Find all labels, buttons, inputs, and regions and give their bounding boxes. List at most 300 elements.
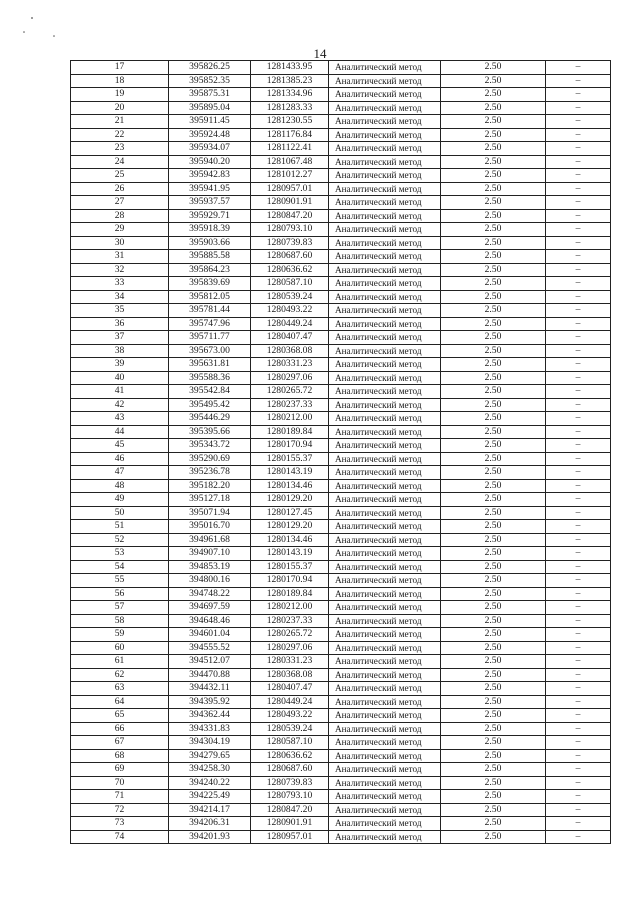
method-cell: Аналитический метод — [329, 371, 441, 385]
accuracy-cell: 2.50 — [441, 88, 546, 102]
extra-cell: – — [546, 587, 611, 601]
method-cell: Аналитический метод — [329, 115, 441, 129]
point-number-cell: 32 — [71, 263, 169, 277]
method-cell: Аналитический метод — [329, 641, 441, 655]
point-number-cell: 24 — [71, 155, 169, 169]
y-coordinate-cell: 1280170.94 — [251, 574, 329, 588]
y-coordinate-cell: 1280636.62 — [251, 263, 329, 277]
accuracy-cell: 2.50 — [441, 290, 546, 304]
point-number-cell: 47 — [71, 466, 169, 480]
extra-cell: – — [546, 668, 611, 682]
accuracy-cell: 2.50 — [441, 169, 546, 183]
page-number: 14 — [313, 46, 327, 61]
y-coordinate-cell: 1281176.84 — [251, 128, 329, 142]
x-coordinate-cell: 395711.77 — [169, 331, 251, 345]
method-cell: Аналитический метод — [329, 385, 441, 399]
point-number-cell: 42 — [71, 398, 169, 412]
table-row — [71, 574, 611, 588]
x-coordinate-cell: 395588.36 — [169, 371, 251, 385]
x-coordinate-cell: 395747.96 — [169, 317, 251, 331]
point-number-cell: 50 — [71, 506, 169, 520]
accuracy-cell: 2.50 — [441, 250, 546, 264]
accuracy-cell: 2.50 — [441, 641, 546, 655]
x-coordinate-cell: 395343.72 — [169, 439, 251, 453]
y-coordinate-cell: 1280847.20 — [251, 803, 329, 817]
point-number-cell: 25 — [71, 169, 169, 183]
x-coordinate-cell: 395631.81 — [169, 358, 251, 372]
extra-cell: – — [546, 533, 611, 547]
method-cell: Аналитический метод — [329, 101, 441, 115]
method-cell: Аналитический метод — [329, 466, 441, 480]
point-number-cell: 61 — [71, 655, 169, 669]
table-row — [71, 655, 611, 669]
method-cell: Аналитический метод — [329, 182, 441, 196]
point-number-cell: 17 — [71, 61, 169, 75]
accuracy-cell: 2.50 — [441, 682, 546, 696]
point-number-cell: 23 — [71, 142, 169, 156]
extra-cell: – — [546, 331, 611, 345]
x-coordinate-cell: 395182.20 — [169, 479, 251, 493]
method-cell: Аналитический метод — [329, 574, 441, 588]
point-number-cell: 34 — [71, 290, 169, 304]
y-coordinate-cell: 1280587.10 — [251, 277, 329, 291]
accuracy-cell: 2.50 — [441, 790, 546, 804]
point-number-cell: 45 — [71, 439, 169, 453]
y-coordinate-cell: 1280331.23 — [251, 358, 329, 372]
y-coordinate-cell: 1280739.83 — [251, 236, 329, 250]
x-coordinate-cell: 394601.04 — [169, 628, 251, 642]
y-coordinate-cell: 1280957.01 — [251, 182, 329, 196]
table-row — [71, 709, 611, 723]
point-number-cell: 57 — [71, 601, 169, 615]
method-cell: Аналитический метод — [329, 317, 441, 331]
x-coordinate-cell: 395940.20 — [169, 155, 251, 169]
point-number-cell: 26 — [71, 182, 169, 196]
method-cell: Аналитический метод — [329, 290, 441, 304]
method-cell: Аналитический метод — [329, 304, 441, 318]
point-number-cell: 62 — [71, 668, 169, 682]
extra-cell: – — [546, 250, 611, 264]
accuracy-cell: 2.50 — [441, 709, 546, 723]
y-coordinate-cell: 1280368.08 — [251, 668, 329, 682]
table-row — [71, 169, 611, 183]
point-number-cell: 39 — [71, 358, 169, 372]
accuracy-cell: 2.50 — [441, 223, 546, 237]
method-cell: Аналитический метод — [329, 736, 441, 750]
method-cell: Аналитический метод — [329, 560, 441, 574]
point-number-cell: 73 — [71, 817, 169, 831]
method-cell: Аналитический метод — [329, 250, 441, 264]
method-cell: Аналитический метод — [329, 358, 441, 372]
x-coordinate-cell: 395826.25 — [169, 61, 251, 75]
x-coordinate-cell: 395542.84 — [169, 385, 251, 399]
method-cell: Аналитический метод — [329, 277, 441, 291]
accuracy-cell: 2.50 — [441, 155, 546, 169]
extra-cell: – — [546, 560, 611, 574]
point-number-cell: 65 — [71, 709, 169, 723]
method-cell: Аналитический метод — [329, 223, 441, 237]
table-row — [71, 412, 611, 426]
point-number-cell: 58 — [71, 614, 169, 628]
accuracy-cell: 2.50 — [441, 695, 546, 709]
table-row — [71, 790, 611, 804]
extra-cell: – — [546, 101, 611, 115]
y-coordinate-cell: 1280143.19 — [251, 466, 329, 480]
table-row — [71, 304, 611, 318]
accuracy-cell: 2.50 — [441, 344, 546, 358]
accuracy-cell: 2.50 — [441, 317, 546, 331]
table-row — [71, 385, 611, 399]
extra-cell: – — [546, 344, 611, 358]
extra-cell: – — [546, 196, 611, 210]
x-coordinate-cell: 395911.45 — [169, 115, 251, 129]
point-number-cell: 40 — [71, 371, 169, 385]
method-cell: Аналитический метод — [329, 493, 441, 507]
method-cell: Аналитический метод — [329, 601, 441, 615]
accuracy-cell: 2.50 — [441, 412, 546, 426]
method-cell: Аналитический метод — [329, 236, 441, 250]
extra-cell: – — [546, 128, 611, 142]
extra-cell: – — [546, 358, 611, 372]
accuracy-cell: 2.50 — [441, 830, 546, 844]
table-row — [71, 371, 611, 385]
x-coordinate-cell: 395839.69 — [169, 277, 251, 291]
accuracy-cell: 2.50 — [441, 614, 546, 628]
point-number-cell: 36 — [71, 317, 169, 331]
accuracy-cell: 2.50 — [441, 182, 546, 196]
table-row — [71, 223, 611, 237]
point-number-cell: 22 — [71, 128, 169, 142]
extra-cell: – — [546, 452, 611, 466]
method-cell: Аналитический метод — [329, 830, 441, 844]
method-cell: Аналитический метод — [329, 790, 441, 804]
method-cell: Аналитический метод — [329, 506, 441, 520]
x-coordinate-cell: 394697.59 — [169, 601, 251, 615]
accuracy-cell: 2.50 — [441, 533, 546, 547]
method-cell: Аналитический метод — [329, 344, 441, 358]
table-row — [71, 425, 611, 439]
y-coordinate-cell: 1280143.19 — [251, 547, 329, 561]
extra-cell: – — [546, 277, 611, 291]
method-cell: Аналитический метод — [329, 263, 441, 277]
y-coordinate-cell: 1280587.10 — [251, 736, 329, 750]
accuracy-cell: 2.50 — [441, 520, 546, 534]
table-row — [71, 209, 611, 223]
table-row — [71, 88, 611, 102]
table-row — [71, 803, 611, 817]
method-cell: Аналитический метод — [329, 817, 441, 831]
x-coordinate-cell: 394395.92 — [169, 695, 251, 709]
table-row — [71, 358, 611, 372]
point-number-cell: 55 — [71, 574, 169, 588]
accuracy-cell: 2.50 — [441, 101, 546, 115]
table-row — [71, 763, 611, 777]
table-row — [71, 263, 611, 277]
y-coordinate-cell: 1280901.91 — [251, 817, 329, 831]
y-coordinate-cell: 1280297.06 — [251, 371, 329, 385]
table-body — [71, 61, 611, 844]
y-coordinate-cell: 1280134.46 — [251, 479, 329, 493]
extra-cell: – — [546, 709, 611, 723]
method-cell: Аналитический метод — [329, 763, 441, 777]
point-number-cell: 20 — [71, 101, 169, 115]
table-row — [71, 61, 611, 75]
point-number-cell: 70 — [71, 776, 169, 790]
table-row — [71, 479, 611, 493]
method-cell: Аналитический метод — [329, 803, 441, 817]
method-cell: Аналитический метод — [329, 520, 441, 534]
y-coordinate-cell: 1281122.41 — [251, 142, 329, 156]
x-coordinate-cell: 395495.42 — [169, 398, 251, 412]
method-cell: Аналитический метод — [329, 61, 441, 75]
accuracy-cell: 2.50 — [441, 493, 546, 507]
table-row — [71, 344, 611, 358]
extra-cell: – — [546, 209, 611, 223]
x-coordinate-cell: 395395.66 — [169, 425, 251, 439]
accuracy-cell: 2.50 — [441, 196, 546, 210]
method-cell: Аналитический метод — [329, 412, 441, 426]
x-coordinate-cell: 394555.52 — [169, 641, 251, 655]
y-coordinate-cell: 1281385.23 — [251, 74, 329, 88]
accuracy-cell: 2.50 — [441, 817, 546, 831]
accuracy-cell: 2.50 — [441, 142, 546, 156]
point-number-cell: 72 — [71, 803, 169, 817]
x-coordinate-cell: 394225.49 — [169, 790, 251, 804]
y-coordinate-cell: 1281283.33 — [251, 101, 329, 115]
table-row — [71, 722, 611, 736]
x-coordinate-cell: 395934.07 — [169, 142, 251, 156]
coordinates-table — [70, 60, 610, 844]
y-coordinate-cell: 1280265.72 — [251, 385, 329, 399]
y-coordinate-cell: 1280237.33 — [251, 614, 329, 628]
accuracy-cell: 2.50 — [441, 628, 546, 642]
table-row — [71, 520, 611, 534]
table-row — [71, 601, 611, 615]
x-coordinate-cell: 394240.22 — [169, 776, 251, 790]
point-number-cell: 27 — [71, 196, 169, 210]
x-coordinate-cell: 394206.31 — [169, 817, 251, 831]
table-row — [71, 533, 611, 547]
extra-cell: – — [546, 155, 611, 169]
extra-cell: – — [546, 169, 611, 183]
point-number-cell: 53 — [71, 547, 169, 561]
y-coordinate-cell: 1280212.00 — [251, 601, 329, 615]
method-cell: Аналитический метод — [329, 425, 441, 439]
table-row — [71, 236, 611, 250]
x-coordinate-cell: 395852.35 — [169, 74, 251, 88]
point-number-cell: 21 — [71, 115, 169, 129]
extra-cell: – — [546, 722, 611, 736]
y-coordinate-cell: 1280539.24 — [251, 722, 329, 736]
table-row — [71, 74, 611, 88]
table-row — [71, 155, 611, 169]
table-row — [71, 277, 611, 291]
x-coordinate-cell: 395941.95 — [169, 182, 251, 196]
accuracy-cell: 2.50 — [441, 668, 546, 682]
x-coordinate-cell: 395127.18 — [169, 493, 251, 507]
table-row — [71, 142, 611, 156]
table-row — [71, 506, 611, 520]
point-number-cell: 29 — [71, 223, 169, 237]
x-coordinate-cell: 395937.57 — [169, 196, 251, 210]
extra-cell: – — [546, 493, 611, 507]
extra-cell: – — [546, 466, 611, 480]
extra-cell: – — [546, 290, 611, 304]
x-coordinate-cell: 395236.78 — [169, 466, 251, 480]
extra-cell: – — [546, 682, 611, 696]
extra-cell: – — [546, 412, 611, 426]
table-row — [71, 628, 611, 642]
x-coordinate-cell: 395016.70 — [169, 520, 251, 534]
y-coordinate-cell: 1280127.45 — [251, 506, 329, 520]
y-coordinate-cell: 1280134.46 — [251, 533, 329, 547]
accuracy-cell: 2.50 — [441, 398, 546, 412]
table-row — [71, 547, 611, 561]
accuracy-cell: 2.50 — [441, 601, 546, 615]
x-coordinate-cell: 395071.94 — [169, 506, 251, 520]
point-number-cell: 69 — [71, 763, 169, 777]
accuracy-cell: 2.50 — [441, 776, 546, 790]
method-cell: Аналитический метод — [329, 209, 441, 223]
extra-cell: – — [546, 506, 611, 520]
table-row — [71, 668, 611, 682]
table-row — [71, 641, 611, 655]
extra-cell: – — [546, 398, 611, 412]
accuracy-cell: 2.50 — [441, 763, 546, 777]
table-row — [71, 695, 611, 709]
extra-cell: – — [546, 736, 611, 750]
x-coordinate-cell: 395864.23 — [169, 263, 251, 277]
method-cell: Аналитический метод — [329, 196, 441, 210]
method-cell: Аналитический метод — [329, 155, 441, 169]
x-coordinate-cell: 395812.05 — [169, 290, 251, 304]
accuracy-cell: 2.50 — [441, 466, 546, 480]
y-coordinate-cell: 1280155.37 — [251, 452, 329, 466]
y-coordinate-cell: 1281334.96 — [251, 88, 329, 102]
point-number-cell: 37 — [71, 331, 169, 345]
extra-cell: – — [546, 830, 611, 844]
table-row — [71, 317, 611, 331]
extra-cell: – — [546, 371, 611, 385]
method-cell: Аналитический метод — [329, 331, 441, 345]
extra-cell: – — [546, 479, 611, 493]
extra-cell: – — [546, 574, 611, 588]
extra-cell: – — [546, 263, 611, 277]
x-coordinate-cell: 394907.10 — [169, 547, 251, 561]
accuracy-cell: 2.50 — [441, 506, 546, 520]
extra-cell: – — [546, 223, 611, 237]
extra-cell: – — [546, 385, 611, 399]
table-row — [71, 830, 611, 844]
point-number-cell: 18 — [71, 74, 169, 88]
table-row — [71, 115, 611, 129]
x-coordinate-cell: 394331.83 — [169, 722, 251, 736]
y-coordinate-cell: 1280449.24 — [251, 695, 329, 709]
extra-cell: – — [546, 61, 611, 75]
method-cell: Аналитический метод — [329, 655, 441, 669]
table-row — [71, 587, 611, 601]
extra-cell: – — [546, 817, 611, 831]
extra-cell: – — [546, 317, 611, 331]
method-cell: Аналитический метод — [329, 587, 441, 601]
point-number-cell: 59 — [71, 628, 169, 642]
y-coordinate-cell: 1280189.84 — [251, 425, 329, 439]
x-coordinate-cell: 395895.04 — [169, 101, 251, 115]
extra-cell: – — [546, 628, 611, 642]
y-coordinate-cell: 1280793.10 — [251, 223, 329, 237]
method-cell: Аналитический метод — [329, 439, 441, 453]
method-cell: Аналитический метод — [329, 452, 441, 466]
method-cell: Аналитический метод — [329, 128, 441, 142]
table-row — [71, 331, 611, 345]
table-row — [71, 182, 611, 196]
method-cell: Аналитический метод — [329, 709, 441, 723]
x-coordinate-cell: 395781.44 — [169, 304, 251, 318]
y-coordinate-cell: 1281230.55 — [251, 115, 329, 129]
method-cell: Аналитический метод — [329, 749, 441, 763]
y-coordinate-cell: 1280407.47 — [251, 682, 329, 696]
extra-cell: – — [546, 763, 611, 777]
accuracy-cell: 2.50 — [441, 560, 546, 574]
accuracy-cell: 2.50 — [441, 358, 546, 372]
accuracy-cell: 2.50 — [441, 722, 546, 736]
point-number-cell: 44 — [71, 425, 169, 439]
extra-cell: – — [546, 749, 611, 763]
extra-cell: – — [546, 695, 611, 709]
method-cell: Аналитический метод — [329, 533, 441, 547]
accuracy-cell: 2.50 — [441, 128, 546, 142]
extra-cell: – — [546, 655, 611, 669]
x-coordinate-cell: 394853.19 — [169, 560, 251, 574]
extra-cell: – — [546, 115, 611, 129]
method-cell: Аналитический метод — [329, 776, 441, 790]
y-coordinate-cell: 1280331.23 — [251, 655, 329, 669]
x-coordinate-cell: 394432.11 — [169, 682, 251, 696]
y-coordinate-cell: 1280687.60 — [251, 250, 329, 264]
accuracy-cell: 2.50 — [441, 236, 546, 250]
y-coordinate-cell: 1281433.95 — [251, 61, 329, 75]
method-cell: Аналитический метод — [329, 722, 441, 736]
table-row — [71, 776, 611, 790]
accuracy-cell: 2.50 — [441, 209, 546, 223]
table-row — [71, 128, 611, 142]
y-coordinate-cell: 1280407.47 — [251, 331, 329, 345]
accuracy-cell: 2.50 — [441, 331, 546, 345]
point-number-cell: 63 — [71, 682, 169, 696]
table-row — [71, 560, 611, 574]
x-coordinate-cell: 394648.46 — [169, 614, 251, 628]
x-coordinate-cell: 394512.07 — [169, 655, 251, 669]
point-number-cell: 74 — [71, 830, 169, 844]
x-coordinate-cell: 394201.93 — [169, 830, 251, 844]
y-coordinate-cell: 1280189.84 — [251, 587, 329, 601]
extra-cell: – — [546, 74, 611, 88]
x-coordinate-cell: 394279.65 — [169, 749, 251, 763]
x-coordinate-cell: 394362.44 — [169, 709, 251, 723]
point-number-cell: 43 — [71, 412, 169, 426]
y-coordinate-cell: 1280129.20 — [251, 520, 329, 534]
point-number-cell: 28 — [71, 209, 169, 223]
scan-artifact-marks — [10, 12, 60, 42]
extra-cell: – — [546, 182, 611, 196]
method-cell: Аналитический метод — [329, 169, 441, 183]
point-number-cell: 71 — [71, 790, 169, 804]
extra-cell: – — [546, 547, 611, 561]
y-coordinate-cell: 1280539.24 — [251, 290, 329, 304]
extra-cell: – — [546, 142, 611, 156]
method-cell: Аналитический метод — [329, 398, 441, 412]
accuracy-cell: 2.50 — [441, 61, 546, 75]
